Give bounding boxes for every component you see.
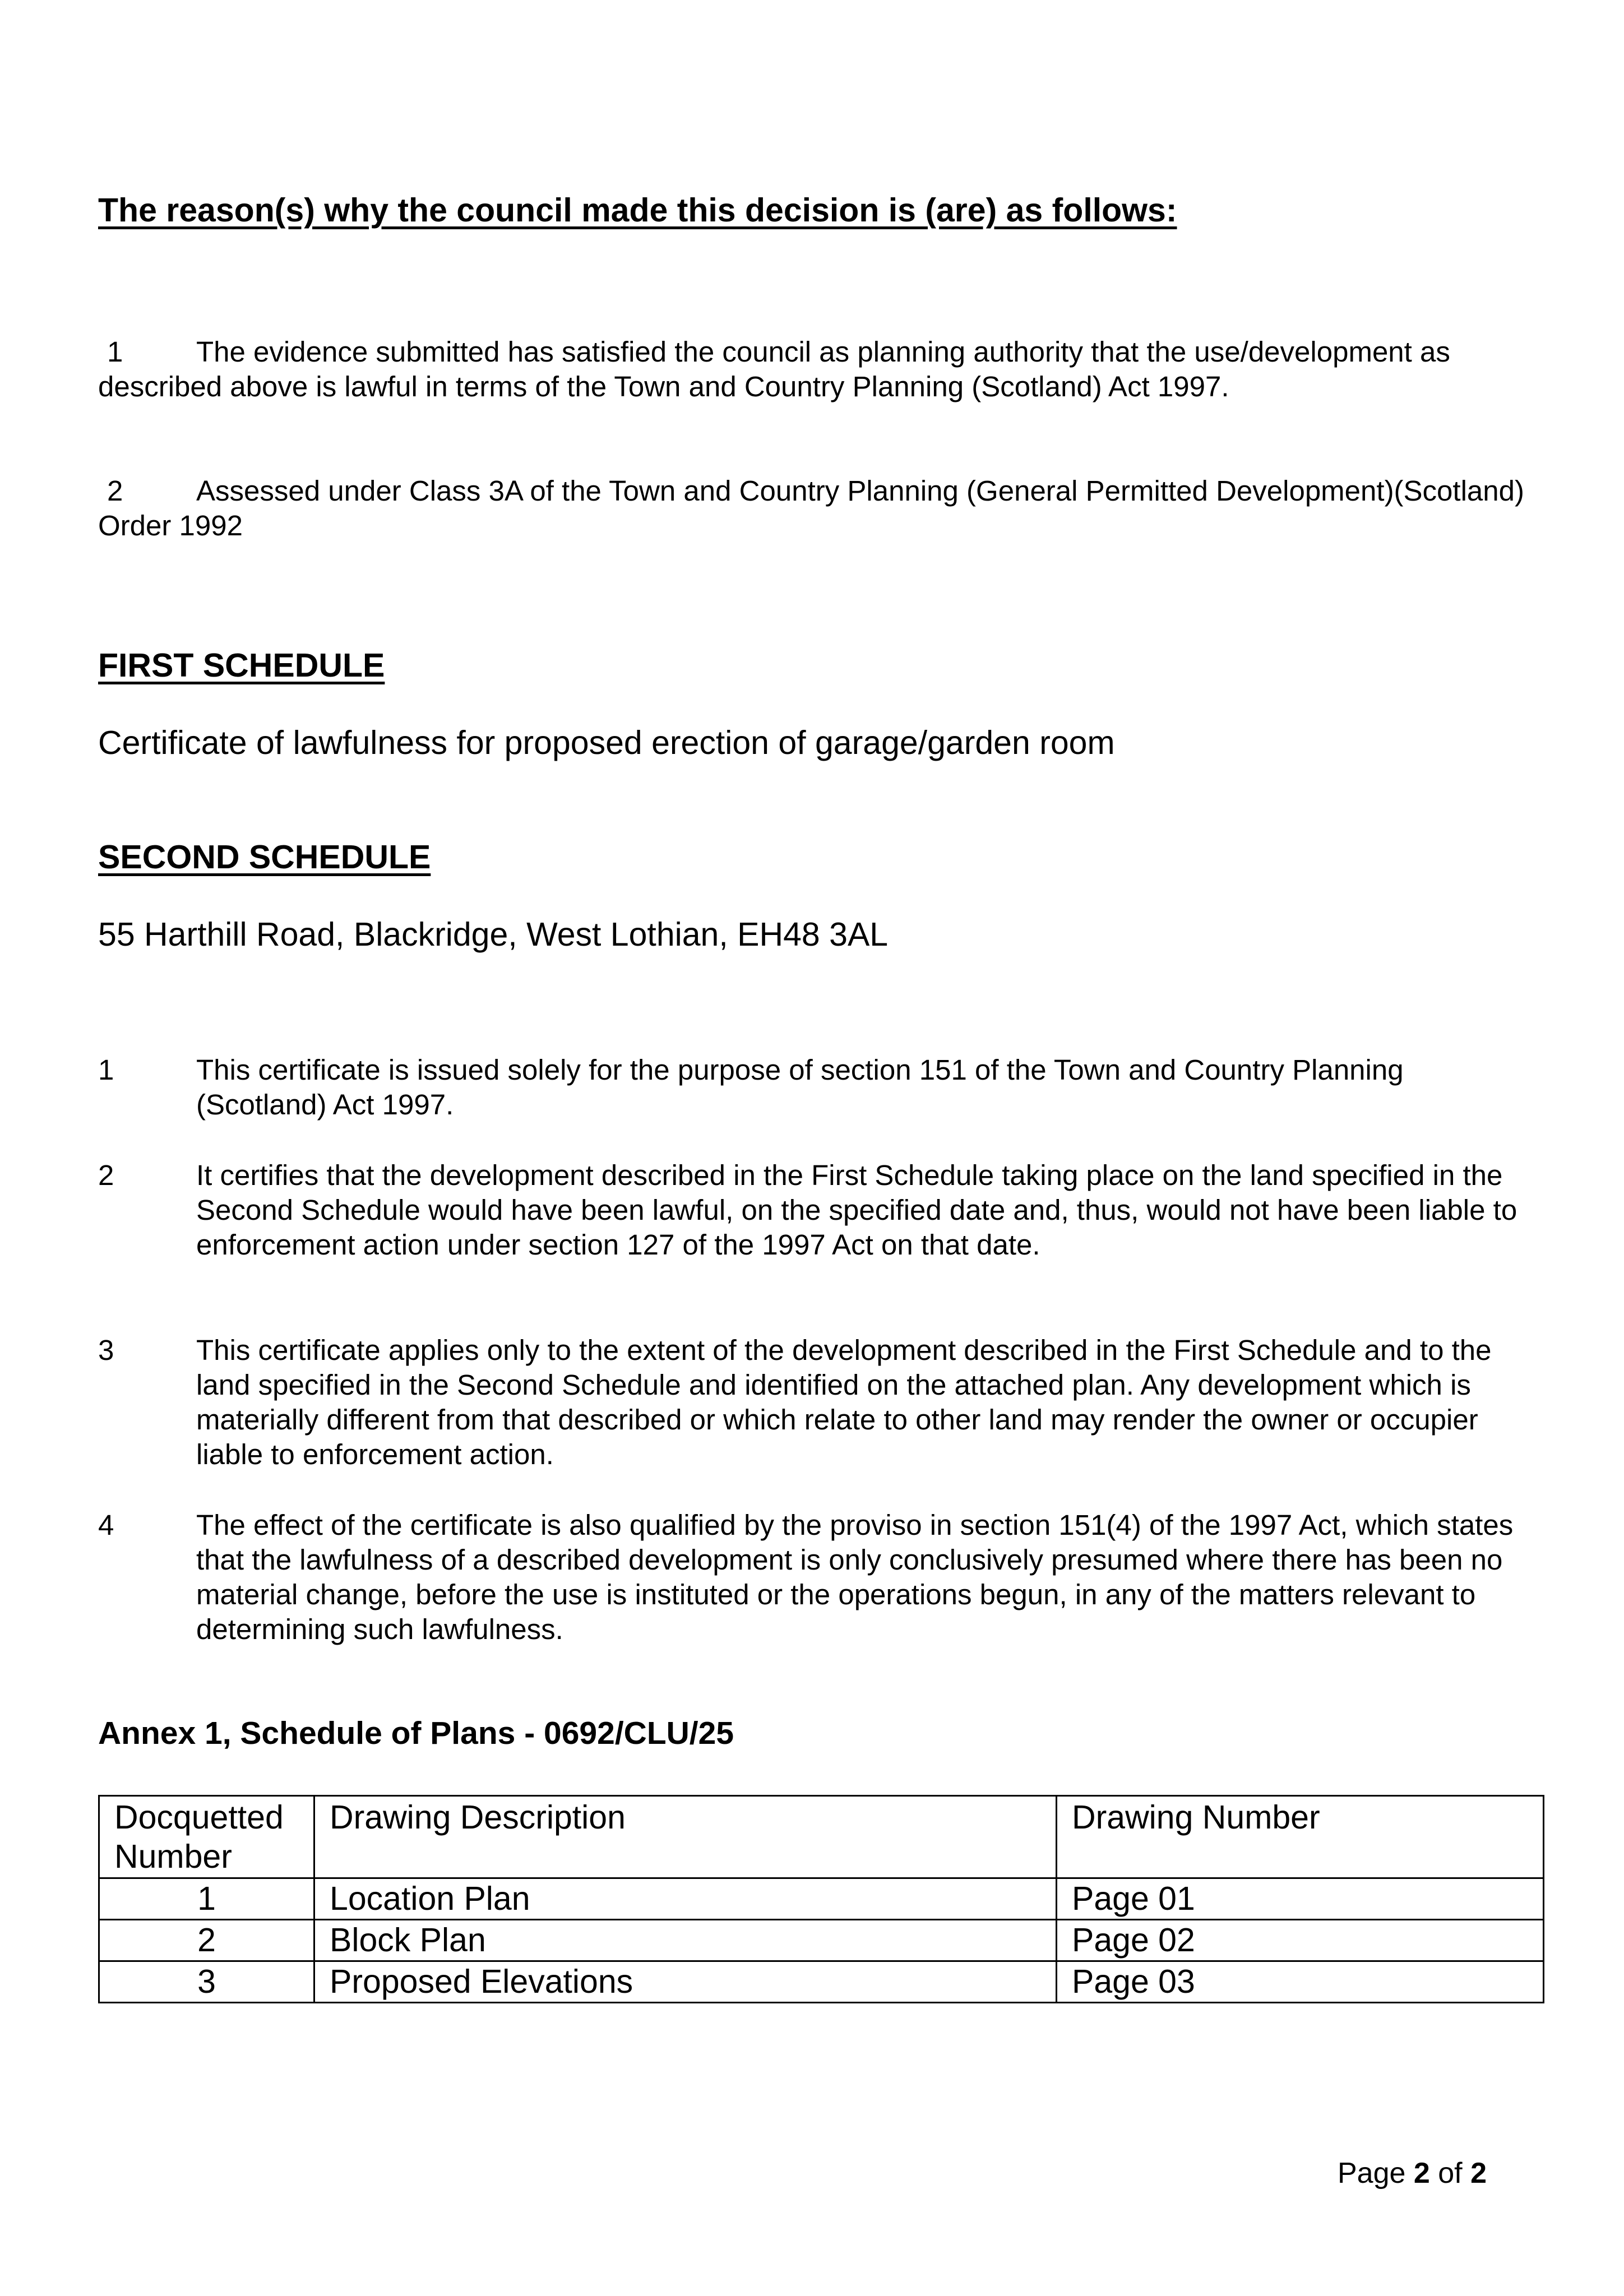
note-number: 1 xyxy=(98,1054,114,1086)
page-number-footer xyxy=(1338,2156,1487,2191)
reasons-heading: The reason(s) why the council made this decision is (are) as follows: xyxy=(98,192,1177,229)
cell-docquetted-number: 3 xyxy=(99,1961,314,2003)
note-text: This certificate is issued solely for the purpose of section 151 of the Town and Country Planning (Scotland) Act 1997. xyxy=(196,1054,1404,1121)
footer-of-word: of xyxy=(1438,2157,1463,2189)
second-schedule-text: 55 Harthill Road, Blackridge, West Lothian, EH48 3AL xyxy=(98,916,889,953)
footer-page-word: Page xyxy=(1337,2157,1406,2189)
cell-drawing-description: Location Plan xyxy=(314,1878,1057,1920)
cell-drawing-description: Proposed Elevations xyxy=(314,1961,1057,2003)
table-header-row xyxy=(99,1796,1544,1878)
table-row xyxy=(99,1961,1544,2003)
schedule-of-plans-table xyxy=(98,1795,1544,2003)
reason-text: Assessed under Class 3A of the Town and Country Planning (General Permitted Development)(Scotland) Order 1992 xyxy=(98,475,1524,541)
note-text: This certificate applies only to the extent of the development described in the First Schedule and to the land specified in the Second Schedule and identified on the attached plan. Any development which is materially different from that described or which relate to other land may render the owner or occupier liable to enforcement action. xyxy=(196,1334,1492,1470)
header-drawing-number: Drawing Number xyxy=(1057,1796,1544,1878)
reason-number: 1 xyxy=(107,336,123,368)
certificate-note xyxy=(98,1053,1533,1122)
note-number: 3 xyxy=(98,1334,114,1366)
annex-title: Annex 1, Schedule of Plans - 0692/CLU/25 xyxy=(98,1715,734,1751)
footer-current-page: 2 xyxy=(1413,2157,1430,2189)
certificate-note xyxy=(98,1333,1533,1472)
second-schedule-heading: SECOND SCHEDULE xyxy=(98,839,431,876)
first-schedule-heading: FIRST SCHEDULE xyxy=(98,647,385,684)
header-docquetted-number: Docquetted Number xyxy=(99,1796,314,1878)
certificate-note xyxy=(98,1508,1533,1647)
reason-number: 2 xyxy=(107,475,123,507)
note-number: 2 xyxy=(98,1159,114,1191)
table-row xyxy=(99,1878,1544,1920)
certificate-note xyxy=(98,1158,1533,1262)
cell-drawing-number: Page 01 xyxy=(1057,1878,1544,1920)
table-row xyxy=(99,1920,1544,1961)
cell-docquetted-number: 2 xyxy=(99,1920,314,1961)
cell-drawing-description: Block Plan xyxy=(314,1920,1057,1961)
cell-drawing-number: Page 03 xyxy=(1057,1961,1544,2003)
cell-docquetted-number: 1 xyxy=(99,1878,314,1920)
note-text: It certifies that the development described in the First Schedule taking place on the land specified in the Second Schedule would have been lawful, on the specified date and, thus, would not have been liable to enforcement action under section 127 of the 1997 Act on that date. xyxy=(196,1159,1517,1261)
cell-drawing-number: Page 02 xyxy=(1057,1920,1544,1961)
header-drawing-description: Drawing Description xyxy=(314,1796,1057,1878)
note-number: 4 xyxy=(98,1509,114,1541)
first-schedule-text: Certificate of lawfulness for proposed erection of garage/garden room xyxy=(98,724,1115,761)
reason-text: The evidence submitted has satisfied the council as planning authority that the use/development as described above is lawful in terms of the Town and Country Planning (Scotland) Act 1997. xyxy=(98,336,1450,402)
footer-total-pages: 2 xyxy=(1470,2157,1487,2189)
reason-item xyxy=(98,335,1533,404)
note-text: The effect of the certificate is also qualified by the proviso in section 151(4) of the 1997 Act, which states that the lawfulness of a described development is only conclusively presumed where there has been no material change, before the use is instituted or the operations begun, in any of the matters relevant to determining such lawfulness. xyxy=(196,1509,1514,1645)
reason-item xyxy=(98,474,1533,543)
